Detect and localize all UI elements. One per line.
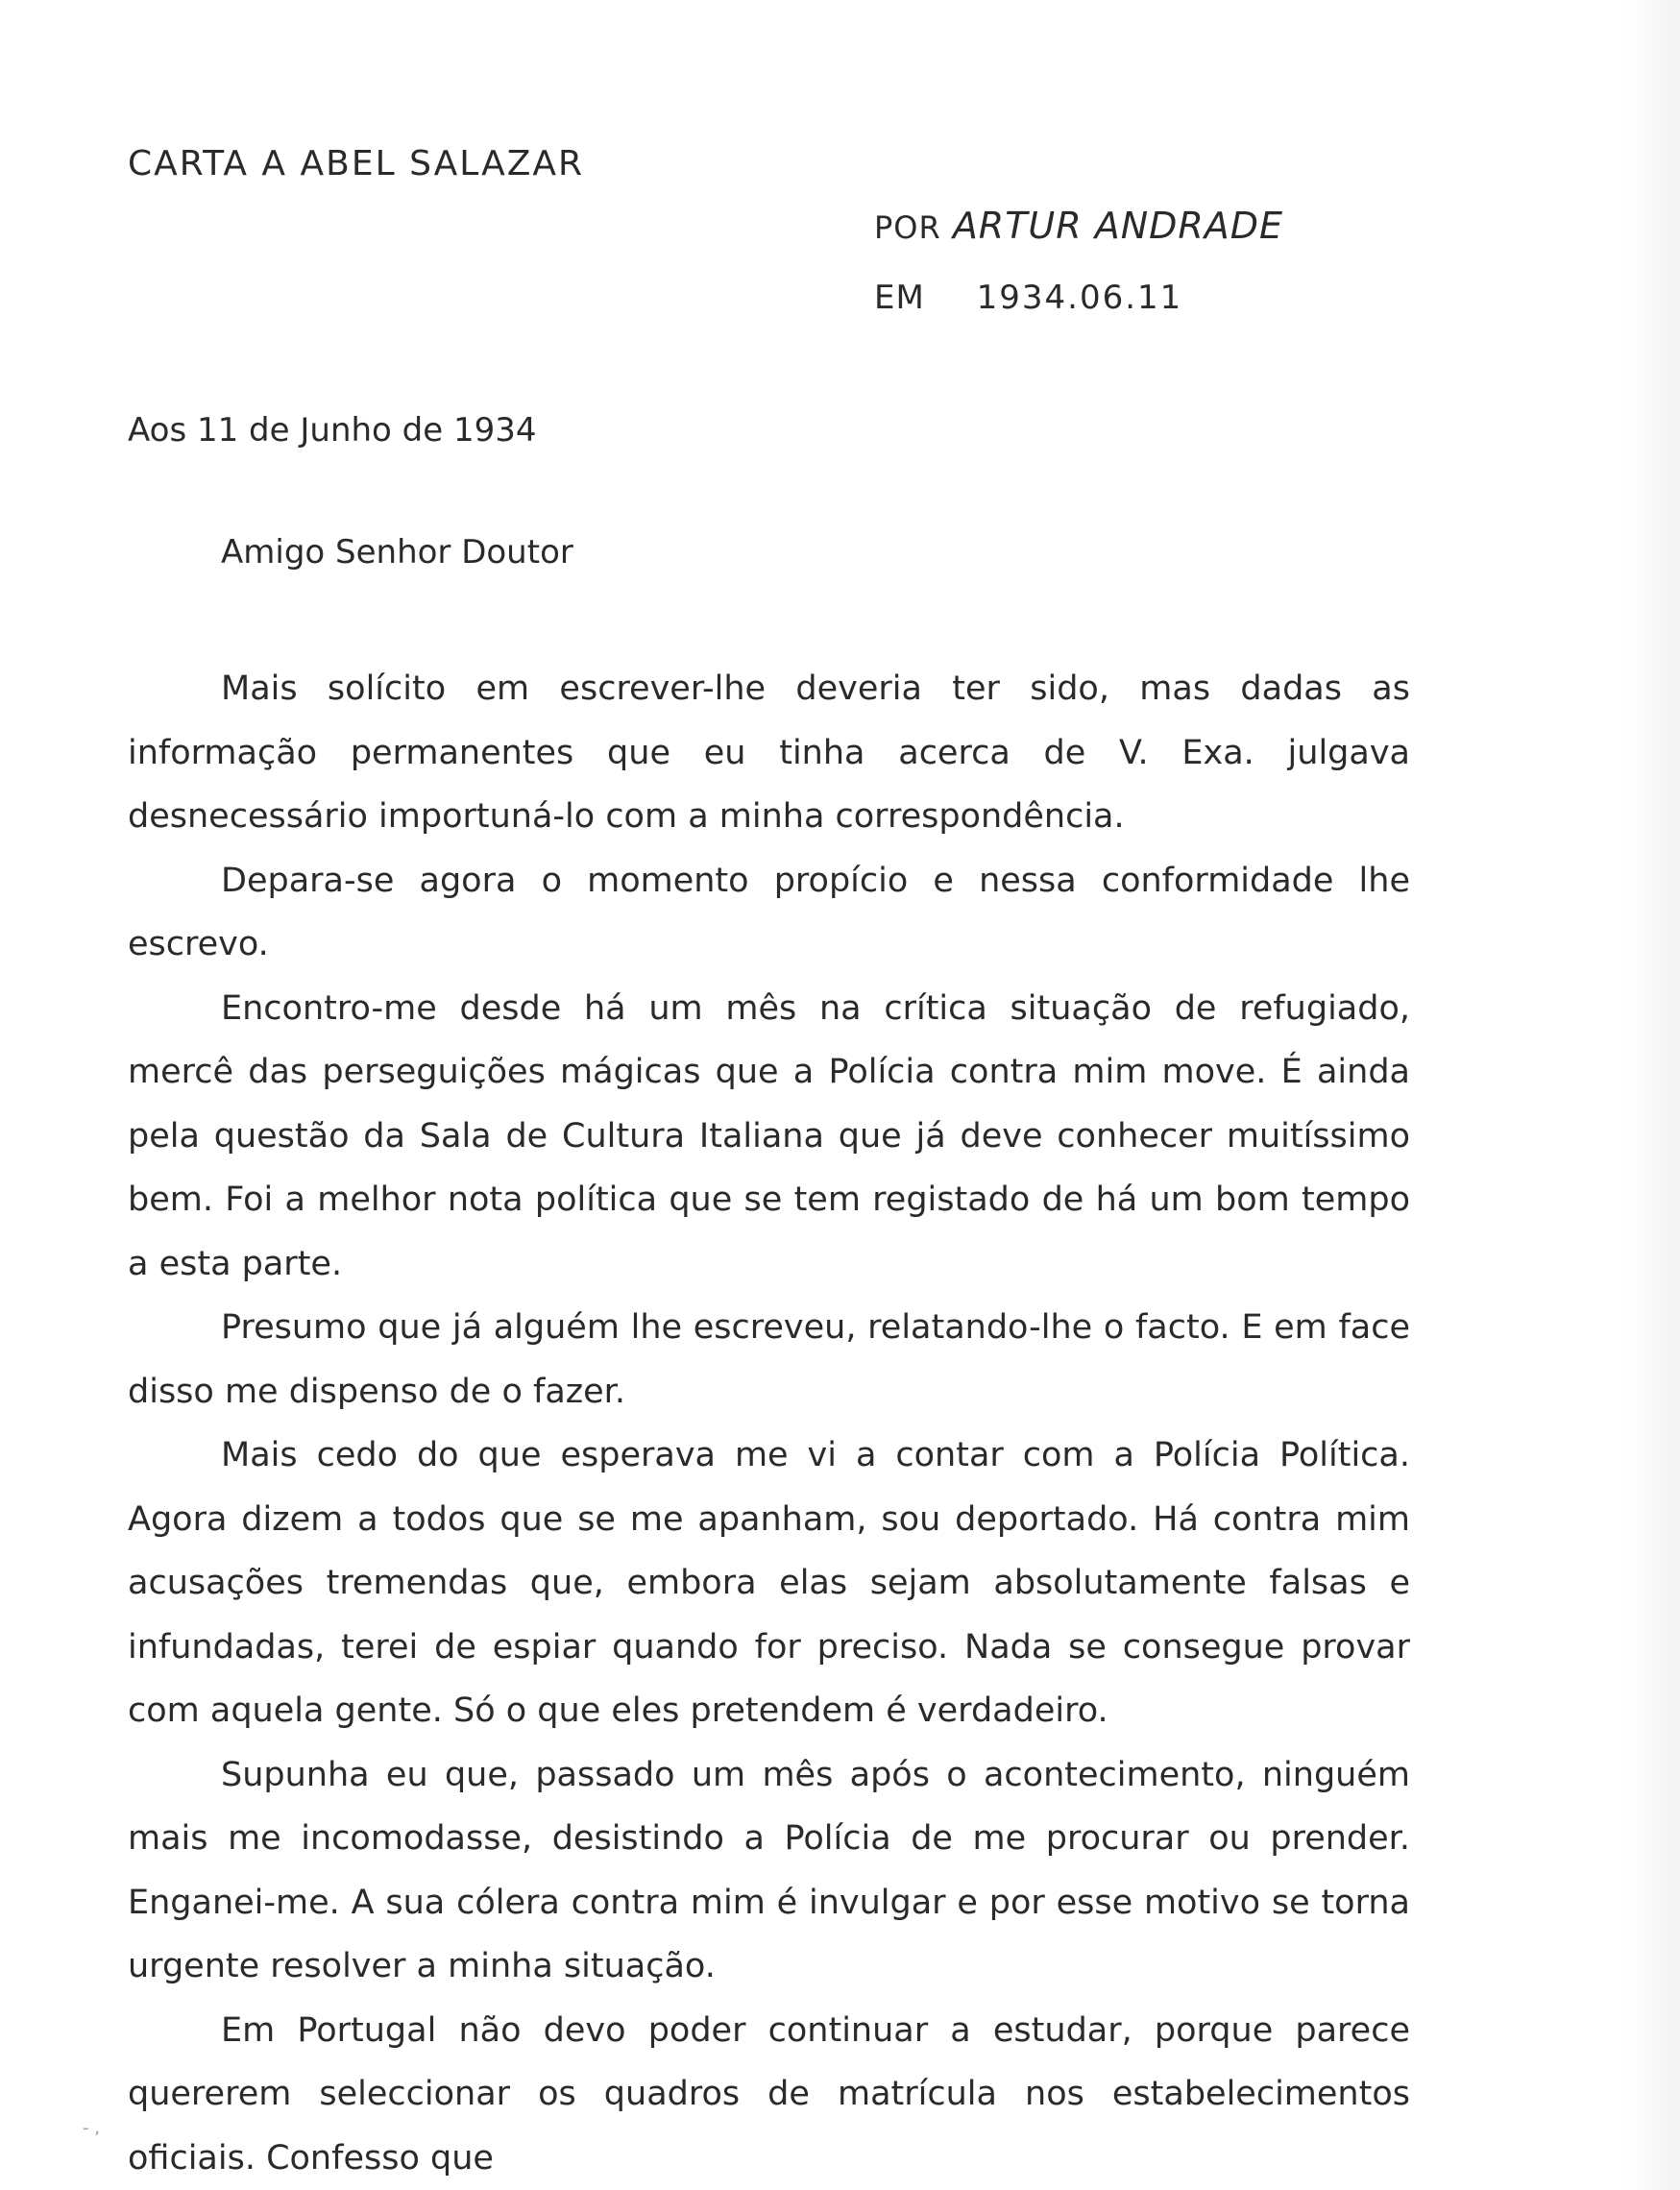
paragraph: Presumo que já alguém lhe escreveu, relatando-lhe o facto. E em face disso me dispenso de o fazer. [128, 1308, 1410, 1411]
salutation: Amigo Senhor Doutor [221, 533, 573, 572]
byline-author: ARTUR ANDRADE [952, 205, 1284, 247]
date-line [874, 279, 1182, 317]
paragraph: Mais solícito em escrever-lhe deveria ter sido, mas dadas as informação permanentes que eu tinha acerca de V. Exa. julgava desnecessário importuná-lo com a minha correspondência. [128, 669, 1410, 836]
paragraph: Encontro-me desde há um mês na crítica situação de refugiado, mercê das perseguições mágicas que a Polícia contra mim move. É ainda pela questão da Sala de Cultura Italiana que já deve conhecer muitíssimo bem. Foi a melhor nota política que se tem registado de há um bom tempo a esta parte. [128, 988, 1410, 1283]
document-title: CARTA A ABEL SALAZAR [128, 144, 585, 183]
letter-date: Aos 11 de Junho de 1934 [128, 411, 537, 450]
byline [874, 205, 1283, 247]
paragraph: Depara-se agora o momento propício e nessa conformidade lhe escrevo. [128, 861, 1410, 963]
paragraph: Em Portugal não devo poder continuar a estudar, porque parece quererem seleccionar os quadros de matrícula nos estabelecimentos oficiais. Confesso que [128, 2010, 1410, 2178]
page-edge-shadow [1622, 0, 1680, 2190]
letter-body [128, 657, 1410, 2190]
paragraph: Mais cedo do que esperava me vi a contar com a Polícia Política. Agora dizem a todos que se me apanham, sou deportado. Há contra mim acusações tremendas que, embora elas sejam absolutamente falsas e infundadas, terei de espiar quando for preciso. Nada se consegue provar com aquela gente. Só o que eles pretendem é verdadeiro. [128, 1436, 1410, 1730]
date-value: 1934.06.11 [976, 279, 1183, 317]
date-prefix: EM [874, 279, 925, 317]
paragraph: Supunha eu que, passado um mês após o acontecimento, ninguém mais me incomodasse, desistindo a Polícia de me procurar ou prender. Enganei-me. A sua cólera contra mim é invulgar e por esse motivo se torna urgente resolver a minha situação. [128, 1755, 1410, 1985]
scan-mark: - , [83, 2118, 100, 2138]
byline-prefix: POR [874, 209, 941, 246]
